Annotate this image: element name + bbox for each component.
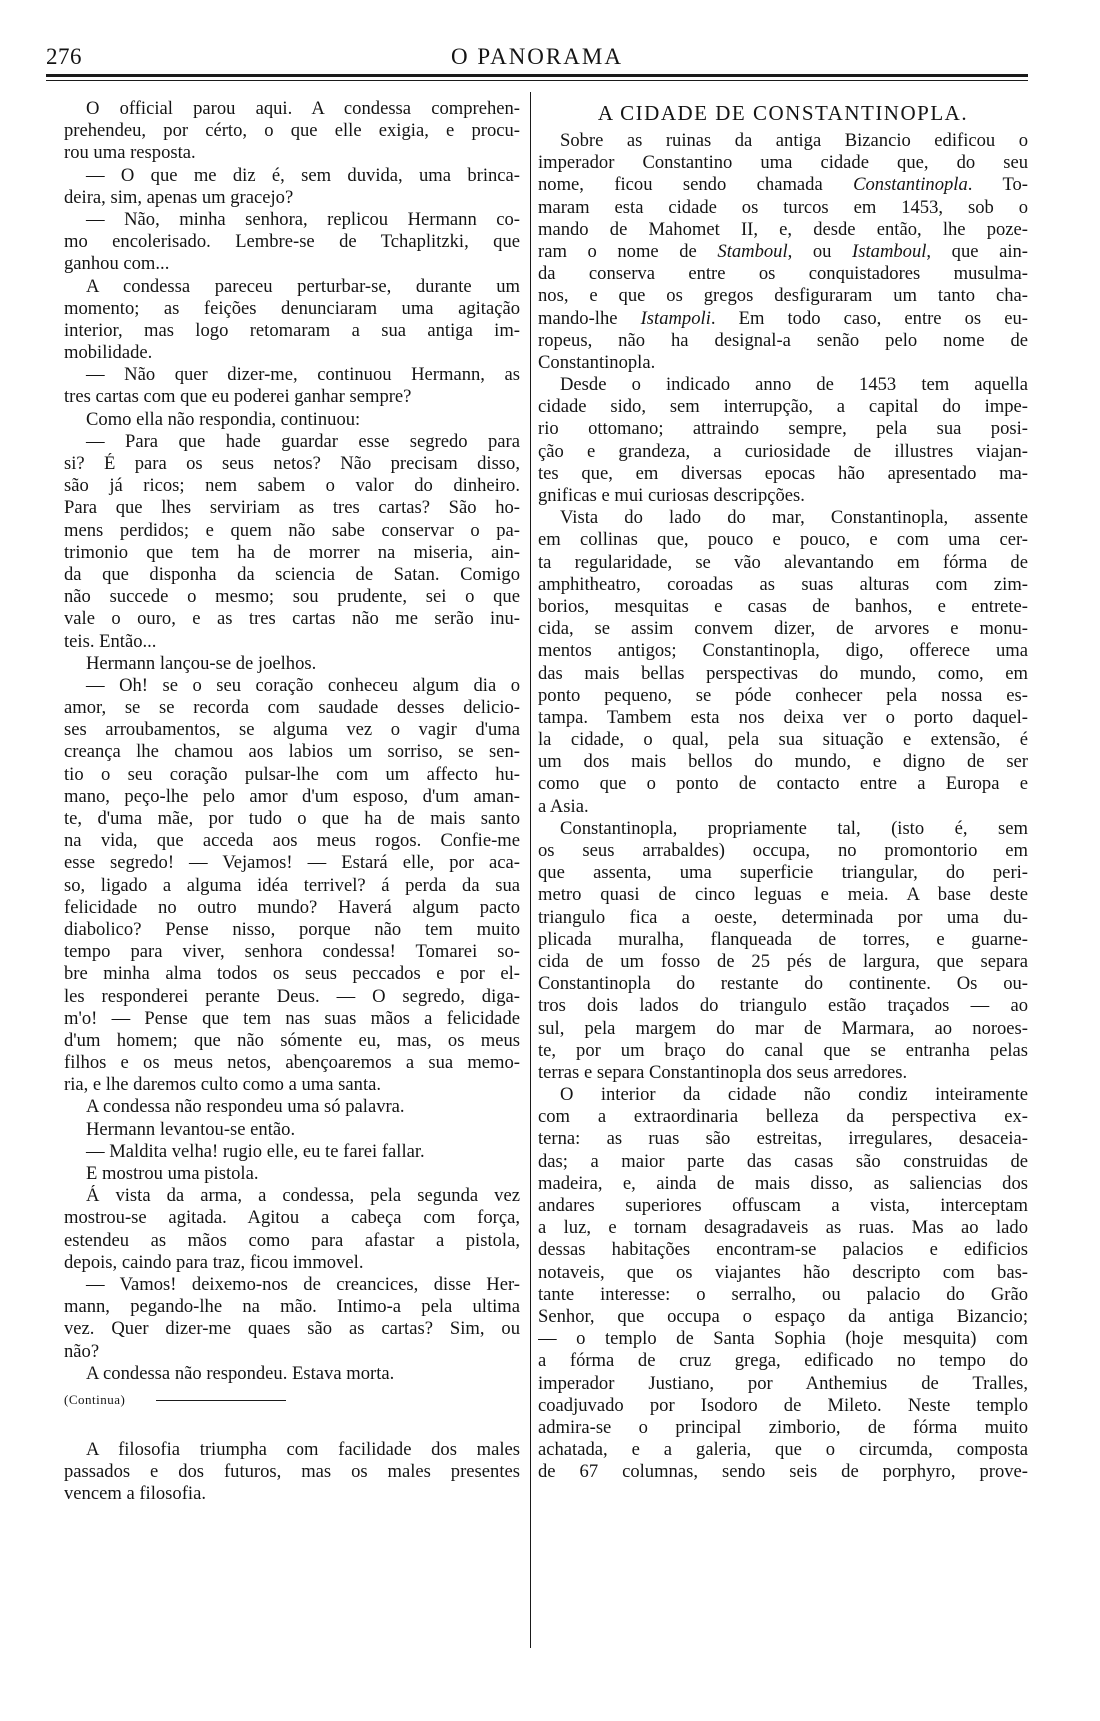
- text-line: Desde o indicado anno de 1453 tem aquella: [560, 374, 1028, 396]
- text-line: da conserva entre os conquistadores musulma-: [538, 263, 1028, 285]
- text-line: a Asia.: [538, 795, 589, 817]
- text-line: um dos mais bellos do mundo, e digno de ser: [538, 751, 1028, 773]
- text-line: metro quasi de cinco leguas e meia. A base deste: [538, 884, 1028, 906]
- text-line: tempo para viver, senhora condessa! Tomarei so-: [64, 941, 520, 963]
- text-line: com a extraordinaria belleza da perspectiva ex-: [538, 1106, 1028, 1128]
- text-line: O interior da cidade não condiz inteiramente: [560, 1084, 1028, 1106]
- text-line: mostrou-se agitada. Agitou a cabeça com força,: [64, 1207, 520, 1229]
- page-number: 276: [46, 44, 82, 69]
- text-line: terras e separa Constantinopla dos seus arredores.: [538, 1061, 908, 1083]
- text-line: maram esta cidade os turcos em 1453, sob o: [538, 196, 1028, 218]
- text-line: são já ricos; nem sabem o valor do dinheiro.: [64, 475, 520, 497]
- text-line: mo encolerisado. Lembre-se de Tchaplitzki, que: [64, 231, 520, 253]
- text-line: ropeus, não ha designal-a senão pelo nome de: [538, 329, 1028, 351]
- text-line: os seus arrabaldes) occupa, no promontorio em: [538, 840, 1028, 861]
- text-line: momento; as feições denunciaram uma agitação: [64, 297, 520, 319]
- text-line: cida de um fosso de 25 pés de largura, que separa: [538, 950, 1028, 972]
- text-line: — Vamos! deixemo-nos de creancices, disse Her-: [86, 1273, 520, 1295]
- page-header: [46, 44, 1028, 72]
- article-body: [538, 130, 1028, 1483]
- text-line: Constantinopla.: [538, 351, 656, 373]
- text-line: triangulo fica a oeste, determinada por uma du-: [538, 906, 1028, 928]
- text-line: teis. Então...: [64, 630, 157, 652]
- text-line: E mostrou uma pistola.: [86, 1163, 259, 1184]
- continua-row: [64, 1385, 520, 1409]
- text-line: ganhou com...: [64, 253, 170, 275]
- text-line: plicada muralha, flanqueada de torres, e guarne-: [538, 928, 1028, 950]
- text-line: ria, e lhe daremos culto como a uma santa.: [64, 1074, 382, 1096]
- text-line: notaveis, que os viajantes hão descripto com bas-: [538, 1261, 1028, 1283]
- text-line: — Para que hade guardar esse segredo para: [86, 430, 520, 452]
- text-line: vale o ouro, e as tres cartas não me serão inu-: [64, 608, 520, 630]
- text-line: gnificas e mui curiosas descripções.: [538, 485, 805, 506]
- text-line: Para que lhes serviriam as tres cartas? São ho-: [64, 497, 520, 519]
- maxim-paragraph: [64, 1439, 520, 1506]
- text-line: si? É para os seus netos? Não precisam disso,: [64, 453, 520, 474]
- text-line: achatada, e a galeria, que o circumda, composta: [538, 1439, 1028, 1461]
- text-line: sul, pela margem do mar de Marmara, ao noroes-: [538, 1017, 1028, 1039]
- text-line: vez. Quer dizer-me quaes são as cartas? Sim, ou: [64, 1318, 520, 1340]
- text-line: Sobre as ruinas da antiga Bizancio edificou o: [560, 130, 1028, 151]
- text-line: mando-lhe Istampoli. Em todo caso, entre os eu-: [538, 307, 1028, 329]
- article-title: A CIDADE DE CONSTANTINOPLA.: [597, 101, 969, 125]
- text-line: amphitheatro, coroadas as suas alturas com zim-: [538, 573, 1028, 595]
- text-line: Como ella não respondia, continuou:: [86, 408, 361, 430]
- text-line: andares superiores offuscam a vista, interceptam: [538, 1195, 1028, 1216]
- text-line: mando de Mahomet II, e, desde então, lhe poze-: [538, 218, 1028, 240]
- text-line: de 67 columnas, sendo seis de porphyro, prove-: [538, 1461, 1028, 1483]
- text-line: Vista do lado do mar, Constantinopla, assente: [560, 507, 1028, 529]
- text-line: — o templo de Santa Sophia (hoje mesquita) com: [538, 1328, 1028, 1350]
- text-line: como que o ponto de contacto entre a Europa e: [538, 773, 1028, 795]
- text-line: tres cartas com que eu poderei ganhar sempre?: [64, 386, 412, 408]
- text-line: — O que me diz é, sem duvida, uma brinca-: [86, 164, 520, 186]
- text-line: nos, e que os gregos desfiguraram um tanto cha-: [538, 285, 1028, 307]
- text-line: terna: as ruas são estreitas, irregulares, desaceia-: [538, 1128, 1028, 1150]
- text-line: cidade sido, sem interrupção, a capital do impe-: [538, 396, 1028, 418]
- text-line: vencem a filosofia.: [64, 1483, 206, 1505]
- text-line: que assenta, uma superficie triangular, do peri-: [538, 862, 1028, 884]
- text-line: amor, se se recorda com saudade desses delicio-: [64, 697, 520, 719]
- text-line: não succede o mesmo; sou prudente, sei o que: [64, 586, 520, 608]
- text-line: tros dois lados do triangulo estão traçados — ao: [538, 995, 1028, 1017]
- text-line: ses arroubamentos, se alguma vez o vagir d'uma: [64, 719, 520, 741]
- text-line: Á vista da arma, a condessa, pela segunda vez: [86, 1185, 520, 1207]
- text-line: mann, pegando-lhe na mão. Intimo-a pela ultima: [64, 1296, 520, 1318]
- text-line: prehendeu, por cérto, o que elle exigia, e procu-: [64, 120, 520, 142]
- text-line: A condessa não respondeu uma só palavra.: [86, 1096, 405, 1118]
- text-line: a fórma de cruz grega, edificado no tempo do: [538, 1350, 1028, 1372]
- text-line: Hermann lançou-se de joelhos.: [86, 652, 317, 674]
- text-line: Hermann levantou-se então.: [86, 1118, 296, 1140]
- text-line: — Não, minha senhora, replicou Hermann co-: [86, 208, 520, 230]
- text-line: rio ottomano; attraindo sempre, pela sua posi-: [538, 418, 1028, 440]
- text-line: mobilidade.: [64, 342, 153, 364]
- text-line: não?: [64, 1340, 100, 1362]
- text-line: A condessa não respondeu. Estava morta.: [86, 1362, 395, 1384]
- text-line: te, por um braço do canal que se entranha pelas: [538, 1039, 1028, 1061]
- text-line: ta regularidade, se vão alevantando em fórma de: [538, 551, 1028, 573]
- text-line: bre minha alma todos os seus peccados e por el-: [64, 963, 520, 985]
- section-spacer: [64, 1409, 520, 1439]
- text-line: passados e dos futuros, mas os males presentes: [64, 1461, 520, 1483]
- text-line: a luz, e tornam desagradaveis as ruas. Mas ao lado: [538, 1217, 1028, 1239]
- text-line: tante interesse: o serralho, ou palacio do Grão: [538, 1283, 1028, 1305]
- text-line: tio o seu coração pulsar-lhe com um affecto hu-: [64, 763, 520, 785]
- text-line: admira-se o principal zimborio, de fórma muito: [538, 1416, 1028, 1438]
- text-line: cida, se assim convem dizer, de arvores e monu-: [538, 618, 1028, 640]
- text-line: depois, caindo para traz, ficou immovel.: [64, 1251, 364, 1273]
- header-rule-thin: [46, 80, 1028, 81]
- text-line: A filosofia triumpha com facilidade dos males: [86, 1438, 520, 1460]
- text-line: tampa. Tambem esta nos deixa ver o porto daquel-: [538, 706, 1028, 728]
- text-line: — Oh! se o seu coração conheceu algum dia o: [86, 674, 520, 696]
- text-line: mentos antigos; Constantinopla, digo, offerece uma: [538, 640, 1028, 662]
- text-line: borios, mesquitas e casas de banhos, e entrete-: [538, 595, 1028, 617]
- text-line: — Não quer dizer-me, continuou Hermann, as: [86, 364, 520, 386]
- continua-rule: [156, 1400, 286, 1401]
- left-column: [64, 98, 520, 1505]
- text-line: mano, peço-lhe pelo amor d'um esposo, d'um aman-: [64, 785, 520, 807]
- text-line: A condessa pareceu perturbar-se, durante um: [86, 275, 520, 297]
- text-line: creança lhe chamou aos labios um sorriso, se sen-: [64, 741, 520, 763]
- text-line: Senhor, que occupa o espaço da antiga Bizancio;: [538, 1305, 1028, 1327]
- text-line: so, ligado a alguma idéa terrivel? á perda da sua: [64, 874, 520, 896]
- text-line: dessas habitações encontram-se palacios e edificios: [538, 1239, 1028, 1261]
- header-rule-thick: [46, 74, 1028, 77]
- text-line: les responderei perante Deus. — O segredo, diga-: [64, 985, 520, 1007]
- text-line: ponto pequeno, se póde conhecer pela nossa es-: [538, 684, 1028, 706]
- story-continuation: [64, 98, 520, 1385]
- text-line: ção e grandeza, a curiosidade de illustres viajan-: [538, 440, 1028, 462]
- text-line: filhos e os meus netos, abençoaremos a sua memo-: [64, 1052, 520, 1074]
- text-line: interior, mas logo retomaram a sua antiga im-: [64, 319, 520, 341]
- text-line: Constantinopla do restante do continente. Os ou-: [538, 973, 1028, 995]
- text-line: Constantinopla, propriamente tal, (isto é, sem: [560, 817, 1028, 839]
- column-divider: [530, 92, 531, 1648]
- text-line: nome, ficou sendo chamada Constantinopla. To-: [538, 174, 1028, 196]
- text-line: la cidade, o qual, pela sua situação e extensão, é: [538, 729, 1028, 751]
- text-line: ram o nome de Stamboul, ou Istamboul, que ain-: [538, 240, 1028, 262]
- text-line: trimonio que tem ha de morrer na miseria, ain-: [64, 541, 520, 563]
- text-line: estendeu as mãos como para afastar a pistola,: [64, 1229, 520, 1251]
- text-line: O official parou aqui. A condessa comprehen-: [86, 98, 520, 119]
- text-line: madeira, e, ainda de mais disso, as saliencias dos: [538, 1172, 1028, 1194]
- text-line: deira, sim, apenas um gracejo?: [64, 186, 294, 208]
- text-line: na vida, que acceda aos meus rogos. Confie-me: [64, 830, 520, 852]
- continua-label: (Continua): [64, 1391, 126, 1407]
- text-line: rou uma resposta.: [64, 142, 196, 164]
- text-line: em collinas que, pouco e pouco, e com uma cer-: [538, 529, 1028, 551]
- text-line: te, d'uma mãe, por tudo o que ha de mais santo: [64, 808, 520, 829]
- text-line: imperador Constantino uma cidade que, do seu: [538, 152, 1028, 174]
- text-line: d'um homem; que não sómente eu, mas, os meus: [64, 1029, 520, 1051]
- text-line: diabolico? Pense nisso, porque não tem muito: [64, 918, 520, 940]
- right-column: [538, 98, 1028, 1483]
- text-line: felicidade no outro mundo? Haverá algum pacto: [64, 896, 520, 918]
- text-line: tes que, em diversas epocas hão apresentado ma-: [538, 462, 1028, 484]
- text-line: — Maldita velha! rugio elle, eu te farei fallar.: [86, 1140, 425, 1162]
- text-line: mens perdidos; e quem não sabe conservar o pa-: [64, 519, 520, 541]
- text-line: m'o! — Pense que tem nas suas mãos a felicidade: [64, 1007, 520, 1029]
- text-line: da que disponha da sciencia de Satan. Comigo: [64, 563, 520, 585]
- text-line: das mais bellas perspectivas do mundo, como, em: [538, 662, 1028, 684]
- journal-title: O PANORAMA: [451, 44, 623, 69]
- text-line: imperador Justiano, por Anthemius de Tralles,: [538, 1372, 1028, 1394]
- text-line: das; a maior parte das casas são construidas de: [538, 1150, 1028, 1172]
- text-line: coadjuvado por Isodoro de Mileto. Neste templo: [538, 1394, 1028, 1416]
- text-line: esse segredo! — Vejamos! — Estará elle, por aca-: [64, 852, 520, 874]
